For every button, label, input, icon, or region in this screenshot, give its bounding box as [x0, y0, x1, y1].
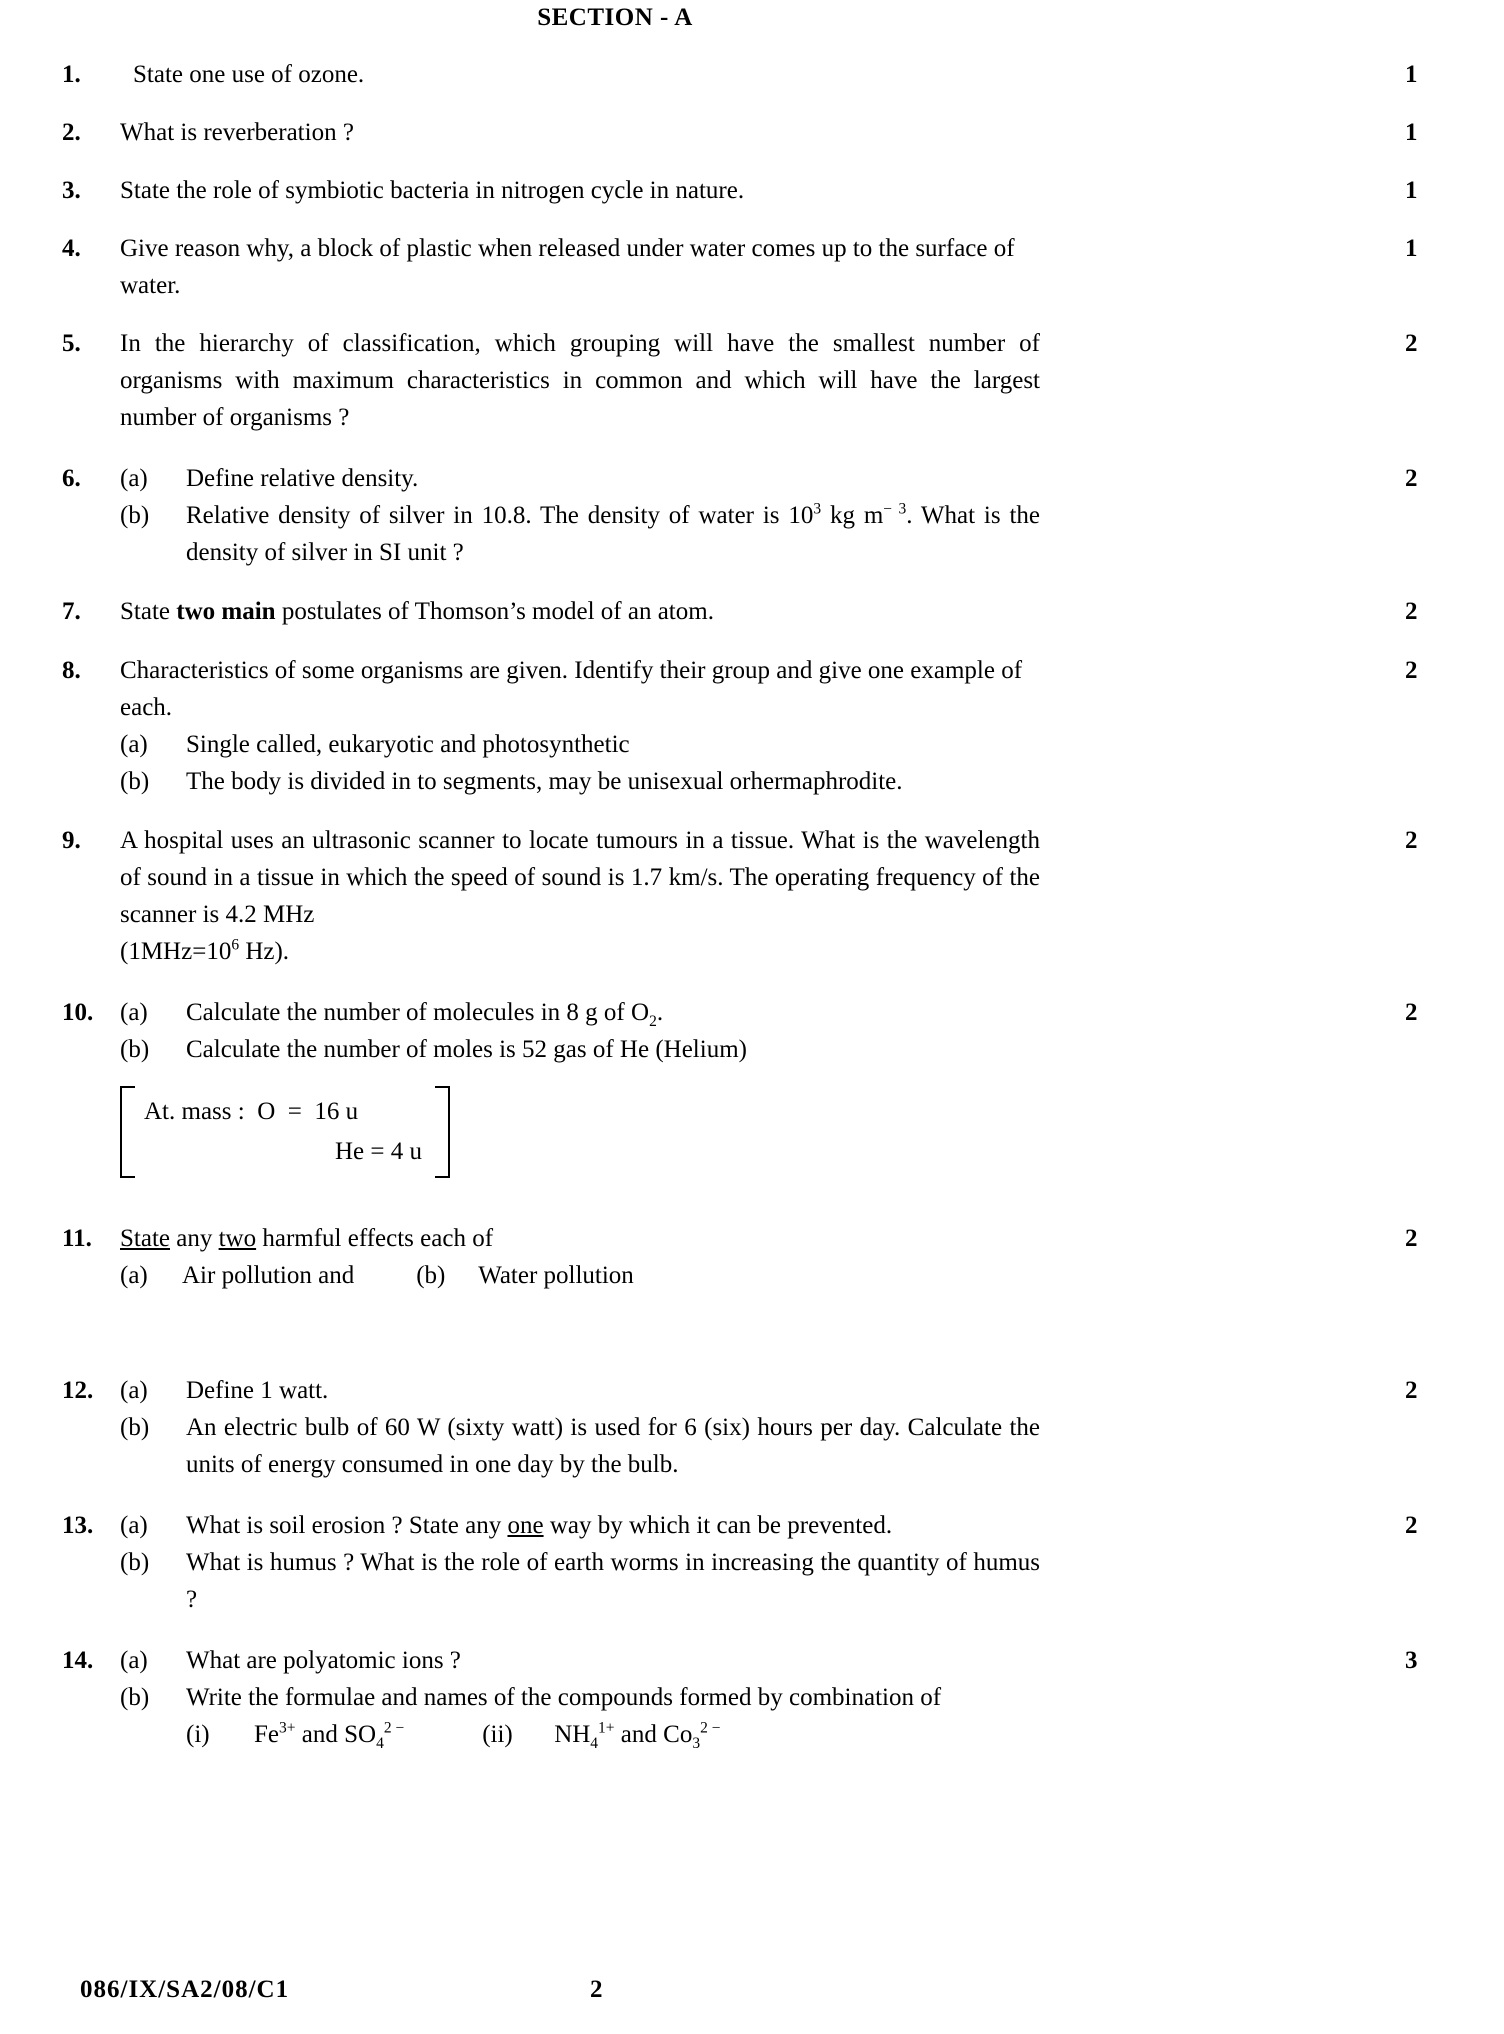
subpart-label: (b) [120, 1036, 150, 1063]
superscript-exponent: 6 [231, 936, 240, 954]
question-row [0, 1372, 1504, 1483]
question-number: 11. [62, 1225, 92, 1252]
question-marks: 1 [1405, 119, 1418, 146]
question-number: 3. [62, 177, 81, 204]
text-fragment: any [170, 1225, 219, 1252]
subpart-label: (a) [120, 465, 148, 492]
subpart-text [186, 994, 1040, 1031]
question-marks: 2 [1405, 827, 1418, 854]
question-row [0, 593, 1504, 630]
question-text: In the hierarchy of classification, which grouping will have the smallest number of organisms with maximum characteristics in common and which will have the largest number of organisms ? [120, 330, 1040, 431]
bracket-line-helium: He = 4 u [335, 1138, 422, 1165]
subpart-label: (a) [120, 1262, 148, 1289]
question-subpart-a [120, 726, 1040, 763]
question-marks: 1 [1405, 235, 1418, 262]
question-number: 14. [62, 1647, 94, 1674]
question-list [0, 56, 1504, 1753]
formula-fe: Fe [254, 1721, 279, 1748]
question-text [120, 994, 1040, 1068]
question-number: 8. [62, 657, 81, 684]
superscript-charge: 1+ [598, 1719, 615, 1737]
bracket-line-oxygen: At. mass : O = 16 u [144, 1098, 359, 1125]
equals-sign: = [192, 938, 207, 965]
subpart-label: (b) [416, 1262, 446, 1289]
question-text [120, 460, 1040, 571]
question-stem: A hospital uses an ultrasonic scanner to locate tumours in a tissue. What is the wavelength of sound in a tissue in which the speed of sound is 1.7 km/s. The operating frequency of the scanner is 4.2 MHz [120, 827, 1040, 928]
question-row [0, 822, 1504, 970]
subpart-text: Air pollution and [182, 1262, 355, 1289]
subpart-text [186, 1507, 1040, 1544]
subpart-label: (a) [120, 1512, 148, 1539]
subpart-text: What are polyatomic ions ? [186, 1647, 461, 1674]
text-fragment: Hz). [239, 938, 290, 965]
text-fragment: State [120, 598, 177, 625]
question-number: 7. [62, 598, 81, 625]
question-marks: 2 [1405, 330, 1418, 357]
emphasis-bold: two main [176, 598, 276, 625]
question-row [0, 114, 1504, 151]
question-row [0, 230, 1504, 304]
question-marks: 1 [1405, 177, 1418, 204]
question-text [120, 1507, 1040, 1618]
superscript-charge: 3+ [279, 1719, 296, 1737]
question-marks: 2 [1405, 598, 1418, 625]
question-number: 1. [62, 61, 81, 88]
atomic-mass-bracket [120, 1086, 450, 1178]
question-subpart-a [120, 1507, 1040, 1544]
question-subpart-a [120, 1372, 1040, 1409]
subpart-text: Define 1 watt. [186, 1377, 329, 1404]
subpart-label: (b) [120, 768, 150, 795]
question-number: 5. [62, 330, 81, 357]
question-row [0, 1220, 1504, 1294]
subpart-label: (b) [120, 502, 150, 529]
question-subpart-b [120, 497, 1040, 571]
formula-item-label-ii: (ii) [482, 1721, 513, 1748]
question-formula-line [120, 933, 1040, 970]
question-number: 13. [62, 1512, 94, 1539]
question-subpart-b [120, 763, 1040, 800]
question-row [0, 460, 1504, 571]
subpart-text: The body is divided in to segments, may be unisexual orhermaphrodite. [186, 768, 903, 795]
page-footer [0, 1976, 1504, 2016]
subpart-label: (b) [120, 1684, 150, 1711]
text-fragment: 10 [206, 938, 232, 965]
subscript-index: 4 [376, 1735, 384, 1752]
question-stem [120, 1220, 1040, 1257]
question-row [0, 652, 1504, 800]
question-marks: 2 [1405, 999, 1418, 1026]
emphasis-underline: one [507, 1512, 544, 1539]
question-subpart-a [120, 994, 1040, 1031]
question-text: State one use of ozone. [133, 61, 365, 88]
question-marks: 2 [1405, 1377, 1418, 1404]
subpart-text: Calculate the number of moles is 52 gas of He (Helium) [186, 1036, 747, 1063]
subpart-label: (b) [120, 1414, 150, 1441]
question-subpart-b [120, 1679, 1040, 1716]
subpart-text: Water pollution [478, 1262, 634, 1289]
emphasis-underline: two [218, 1225, 257, 1252]
question-marks: 2 [1405, 1225, 1418, 1252]
question-number: 6. [62, 465, 81, 492]
footer-paper-code: 086/IX/SA2/08/C1 [80, 1976, 290, 2003]
question-text [120, 1642, 1040, 1753]
subpart-text: Single called, eukaryotic and photosynthetic [186, 731, 630, 758]
question-text [120, 1220, 1040, 1294]
question-subpart-a [120, 460, 1040, 497]
question-row [0, 172, 1504, 209]
formula-item-label-i: (i) [186, 1721, 210, 1748]
question-text [120, 652, 1040, 800]
superscript-exponent: 3 [813, 500, 822, 518]
subpart-text [186, 497, 1040, 571]
question-marks: 2 [1405, 1512, 1418, 1539]
subscript-index: 2 [649, 1013, 657, 1030]
question-stem: Characteristics of some organisms are given. Identify their group and give one example of each. [120, 657, 1023, 721]
text-fragment: and Co [614, 1721, 693, 1748]
subpart-label: (a) [120, 1647, 148, 1674]
superscript-charge: 2 − [700, 1719, 721, 1737]
question-row [0, 1642, 1504, 1753]
subpart-text: What is humus ? What is the role of earth worms in increasing the quantity of humus ? [186, 1549, 1040, 1613]
subpart-label: (a) [120, 1377, 148, 1404]
question-subparts-inline [120, 1257, 1040, 1294]
subscript-index: 3 [692, 1735, 701, 1752]
text-fragment: Relative density of silver in 10.8. The density of water is 10 [186, 502, 814, 529]
question-marks: 1 [1405, 61, 1418, 88]
question-row [0, 1507, 1504, 1618]
text-fragment: harmful effects each of [256, 1225, 494, 1252]
question-number: 9. [62, 827, 81, 854]
question-number: 10. [62, 999, 94, 1026]
subpart-text: An electric bulb of 60 W (sixty watt) is used for 6 (six) hours per day. Calculate the units of energy consumed in one day by the bulb. [186, 1414, 1040, 1478]
superscript-charge: 2 − [383, 1719, 405, 1737]
page-title: SECTION - A [537, 4, 693, 31]
question-row [0, 994, 1504, 1068]
question-text: State the role of symbiotic bacteria in nitrogen cycle in nature. [120, 177, 745, 204]
question-row [0, 56, 1504, 93]
question-number: 12. [62, 1377, 94, 1404]
superscript-exponent: − 3 [883, 500, 907, 518]
subpart-label: (a) [120, 731, 148, 758]
question-marks: 2 [1405, 657, 1418, 684]
formula-nh: NH [554, 1721, 591, 1748]
subpart-label: (b) [120, 1549, 150, 1576]
question-formula-items [186, 1716, 1040, 1753]
question-text: What is reverberation ? [120, 119, 354, 146]
subpart-text: Define relative density. [186, 465, 419, 492]
text-fragment: postulates of Thomson’s model of an atom. [275, 598, 714, 625]
question-marks: 2 [1405, 465, 1418, 492]
text-fragment: . [656, 999, 664, 1026]
question-subpart-b [120, 1031, 1040, 1068]
text-fragment: . What is the density of silver in SI unit ? [186, 502, 1040, 566]
emphasis-underline: State [120, 1225, 170, 1252]
footer-page-number: 2 [590, 1976, 603, 2003]
question-row [0, 325, 1504, 436]
text-fragment: What is soil erosion ? State any [186, 1512, 508, 1539]
subpart-label: (a) [120, 999, 148, 1026]
subpart-text: Write the formulae and names of the compounds formed by combination of [186, 1684, 942, 1711]
question-text: Give reason why, a block of plastic when released under water comes up to the surface of water. [120, 235, 1015, 299]
question-number: 4. [62, 235, 81, 262]
text-fragment: Calculate the number of molecules in 8 g of O [186, 999, 650, 1026]
question-subpart-b [120, 1409, 1040, 1483]
subscript-index: 4 [590, 1735, 599, 1752]
text-fragment: way by which it can be prevented. [543, 1512, 893, 1539]
question-subpart-a [120, 1642, 1040, 1679]
question-text [120, 1372, 1040, 1483]
question-subpart-b [120, 1544, 1040, 1618]
text-fragment: and SO [295, 1721, 377, 1748]
question-number: 2. [62, 119, 81, 146]
question-text [120, 822, 1040, 970]
text-fragment: kg m [821, 502, 884, 529]
text-fragment: (1MHz [120, 938, 193, 965]
question-text [120, 593, 1040, 630]
question-marks: 3 [1405, 1647, 1418, 1674]
